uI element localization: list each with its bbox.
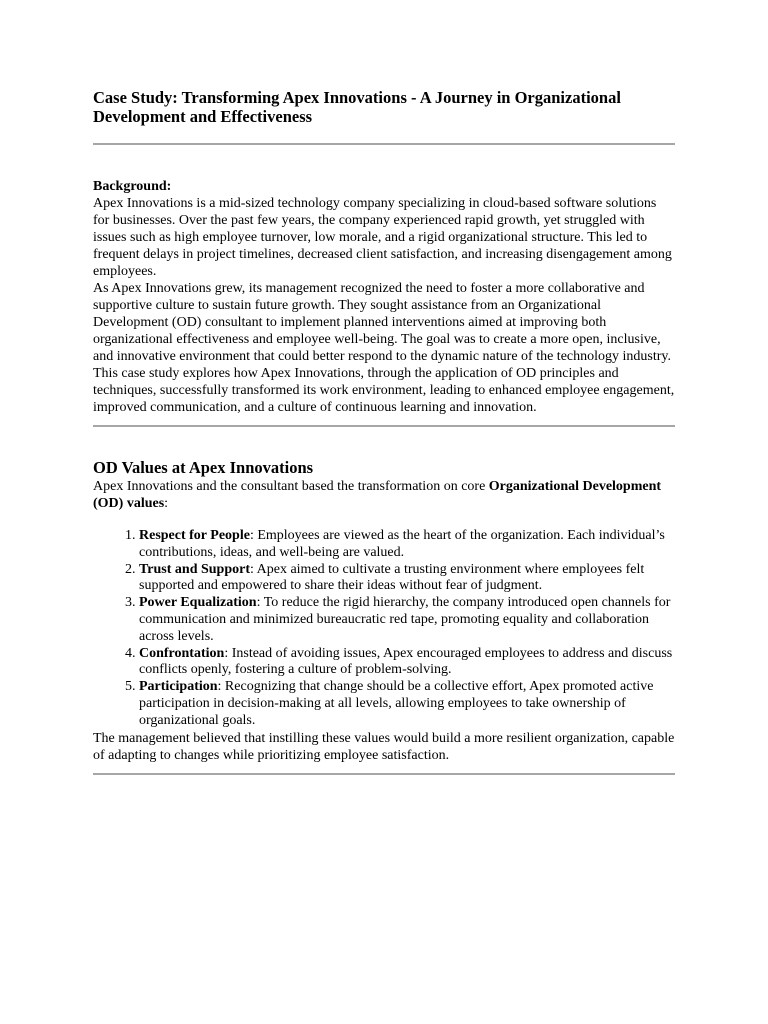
od-values-section — [93, 458, 675, 764]
section-divider — [93, 143, 675, 145]
value-description: : Recognizing that change should be a collective effort, Apex promoted active participation in decision-making at all levels, allowing employees to take ownership of organizational goals. — [139, 679, 654, 728]
list-item — [139, 562, 675, 596]
background-paragraph: Apex Innovations is a mid-sized technology company specializing in cloud-based software solutions for businesses. Over the past few years, the company experienced rapid growth, yet struggled with issues such as high employee turnover, low morale, and a rigid organizational structure. This led to frequent delays in project timelines, decreased client satisfaction, and increasing disengagement among employees. — [93, 196, 672, 279]
intro-bold-term: Organizational Development (OD) values — [93, 479, 662, 511]
list-item — [139, 679, 675, 729]
od-values-list — [93, 528, 675, 730]
value-description: : Employees are viewed as the heart of the organization. Each individual’s contributions, ideas, and well-being are valued. — [139, 528, 665, 560]
od-values-closing: The management believed that instilling these values would build a more resilient organization, capable of adapting to changes while prioritizing employee satisfaction. — [93, 730, 675, 763]
background-heading: Background: — [93, 179, 172, 194]
value-description: : Apex aimed to cultivate a trusting environment where employees felt supported and empowered to share their ideas without fear of judgment. — [139, 561, 645, 594]
document-page — [93, 88, 675, 775]
section-heading: OD Values at Apex Innovations — [93, 458, 314, 477]
section-divider — [93, 773, 675, 775]
list-item — [139, 528, 675, 562]
section-divider — [93, 425, 675, 427]
background-paragraph: As Apex Innovations grew, its management recognized the need to foster a more collaborative and supportive culture to sustain future growth. They sought assistance from an Organizational Development (OD) consultant to implement planned interventions aimed at improving both organizational effectiveness and employee well-being. The goal was to create a more open, inclusive, and innovative environment that could better respond to the dynamic nature of the technology industry. — [93, 281, 671, 364]
value-term: Power Equalization — [139, 595, 257, 611]
od-values-intro — [93, 478, 675, 512]
list-item — [139, 646, 675, 680]
value-term: Respect for People — [139, 528, 250, 543]
background-section — [93, 178, 675, 416]
value-term: Confrontation — [139, 645, 225, 661]
intro-text: Apex Innovations and the consultant based the transformation on core — [93, 479, 489, 494]
list-item — [139, 595, 675, 645]
value-term: Participation — [139, 679, 218, 695]
intro-suffix: : — [164, 496, 169, 511]
value-term: Trust and Support — [139, 561, 251, 577]
value-description: : Instead of avoiding issues, Apex encouraged employees to address and discuss conflicts openly, fostering a culture of problem-solving. — [139, 645, 673, 678]
document-title: Case Study: Transforming Apex Innovations - A Journey in Organizational Development and Effectiveness — [93, 88, 621, 126]
value-description: : To reduce the rigid hierarchy, the company introduced open channels for communication and minimized bureaucratic red tape, promoting equality and collaboration across levels. — [139, 595, 671, 644]
background-paragraph: This case study explores how Apex Innovations, through the application of OD principles and techniques, successfully transformed its work environment, leading to enhanced employee engagement, improved communication, and a culture of continuous learning and innovation. — [93, 366, 675, 415]
